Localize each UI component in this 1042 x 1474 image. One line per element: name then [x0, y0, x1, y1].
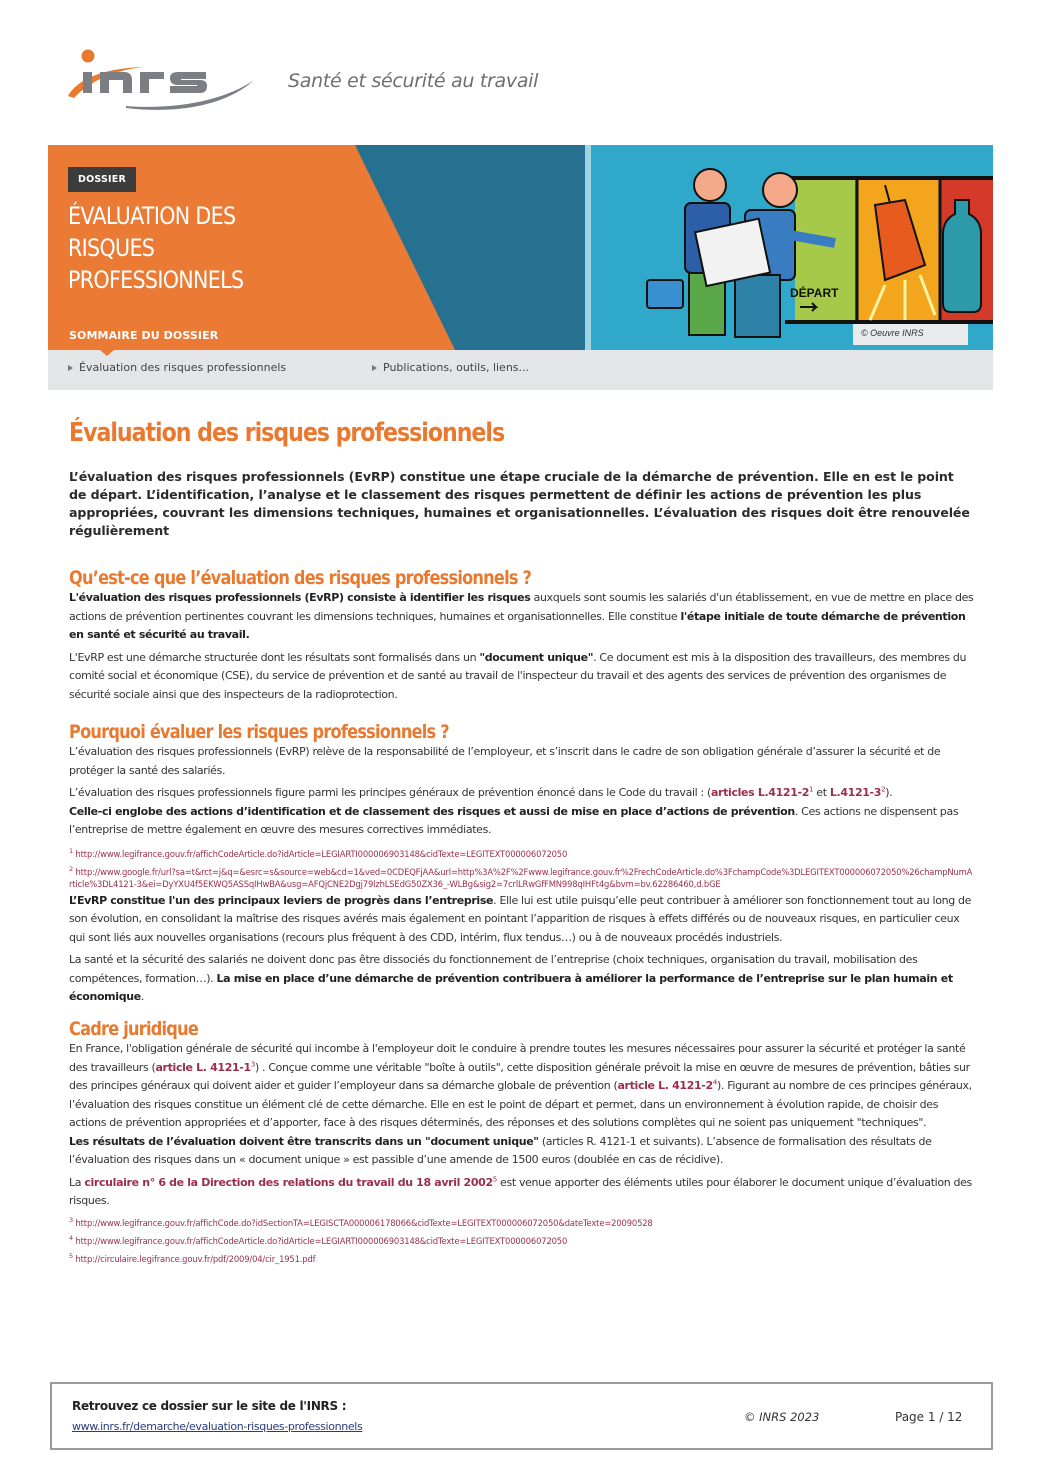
- paragraph: [69, 1174, 974, 1211]
- text: . Elle lui est utile puisqu’elle peut contribuer à améliorer son fonctionnement tout au long de son évolution, en consolidant la maîtrise des risques avérés mais également en pointant l’apparition de risques à effets différés ou de nouveaux risques, en particulier ceux qui sont liés aux nouvelles organisations (recours plus fréquent à des CDD, intérim, flux tendus…) ou à de nouveaux procédés industriels.: [69, 893, 972, 944]
- inrs-logo: [66, 48, 256, 112]
- article-link[interactable]: L.4121-3: [829, 786, 882, 799]
- inrs-logo-graphic: [66, 48, 256, 112]
- footnote-ref[interactable]: 3: [250, 1059, 255, 1068]
- paragraph: [69, 803, 974, 840]
- nav-item-evaluation[interactable]: [68, 361, 286, 374]
- paragraph: [69, 589, 974, 645]
- dossier-title-line: RISQUES: [68, 234, 155, 262]
- text: L’évaluation des risques professionnels figure parmi les principes généraux de prévention énoncé dans le Code du travail : (: [69, 786, 711, 799]
- bold-text: La mise en place d’une démarche de prévention contribuera à améliorer la performance de l’entreprise sur le plan humain et économique: [69, 971, 953, 1003]
- dossier-title: [68, 200, 243, 296]
- dossier-badge: DOSSIER: [68, 167, 136, 192]
- footnote-ref[interactable]: 2: [881, 785, 886, 794]
- circulaire-link[interactable]: circulaire n° 6 de la Direction des relations du travail du 18 avril 2002: [84, 1175, 493, 1189]
- paragraph: [69, 951, 974, 1007]
- paragraph: [69, 649, 974, 705]
- nav-item-label: Évaluation des risques professionnels: [79, 361, 287, 374]
- text: . Ce document est mis à la disposition des travailleurs, des membres du comité social et économique (CSE), du service de prévention et de santé au travail de l'inspecteur du travail et des agents des services de prévention des organismes de sécurité sociale ainsi que des inspecteurs de la radioprotection.: [69, 650, 967, 701]
- section-heading: Qu’est-ce que l’évaluation des risques professionnels ?: [69, 567, 532, 589]
- footnote-number: 5: [69, 1251, 73, 1260]
- paragraph: [69, 1040, 974, 1133]
- bold-text: "document unique": [479, 650, 594, 664]
- image-credit: © Oeuvre INRS: [853, 324, 968, 345]
- text: ) . Conçue comme une véritable "boîte à outils", cette disposition générale prévoit la mise en œuvre de mesures de prévention, bâties sur des principes généraux qui doivent aider et guider l’employeur dans sa démarche globale de prévention (: [69, 1060, 970, 1092]
- footnote-number: 3: [69, 1215, 73, 1224]
- footnote: [69, 1235, 974, 1247]
- illustration-depart-text: DÉPART: [790, 286, 839, 300]
- paragraph: [69, 1133, 974, 1170]
- svg-text:inrs: inrs: [66, 48, 68, 49]
- section-legal-framework: [69, 1018, 974, 1271]
- article-link[interactable]: articles L.4121-2: [710, 786, 810, 799]
- text: ).: [885, 786, 893, 799]
- dossier-banner: [48, 145, 993, 350]
- page-footer: [50, 1382, 993, 1450]
- bold-text: Celle-ci englobe des actions d’identification et de classement des risques et aussi de mise en place d’actions de prévention: [69, 804, 795, 818]
- text: .: [140, 990, 144, 1003]
- footnote-link[interactable]: http://www.legifrance.gouv.fr/affichCodeArticle.do?idArticle=LEGIARTI000006903148&cidTexte=LEGITEXT000006072050: [75, 1235, 568, 1246]
- footnote-link[interactable]: http://www.google.fr/url?sa=t&rct=j&q=&esrc=s&source=web&cd=1&ved=0CDEQFjAA&url=http%3A%2F%2Fwww.legifrance.gouv.fr%2FrechCodeArticle.do%3FchampCode%3DLEGITEXT000006072050%26champNumArticle%3DL4121-3&ei=DyYXU4f5EKWQ5ASSqIHwBA&usg=AFQjCNE2Dgj79lzhLSEdG50ZX36_-WLBg&sig2=7crlLRwGfFMN998qIHFt4g&bvm=bv.62286460,d.bGE: [69, 866, 973, 889]
- footnote: [69, 848, 974, 860]
- footer-label: Retrouvez ce dossier sur le site de l'INRS :: [72, 1399, 347, 1413]
- text: et: [813, 786, 830, 799]
- text: est venue apporter des éléments utiles pour élaborer le document unique d’évaluation des risques.: [69, 1175, 972, 1207]
- sommaire-label: SOMMAIRE DU DOSSIER: [69, 329, 219, 342]
- footnote-link[interactable]: http://circulaire.legifrance.gouv.fr/pdf/2009/04/cir_1951.pdf: [75, 1253, 316, 1264]
- footnote: [69, 1253, 974, 1265]
- footnote-number: 4: [69, 1233, 73, 1242]
- triangle-right-icon: [372, 365, 377, 371]
- footnote: [69, 866, 974, 890]
- article-link[interactable]: article L. 4121-2: [617, 1079, 713, 1092]
- footnote-number: 1: [69, 846, 73, 855]
- copyright: © INRS 2023: [744, 1410, 820, 1424]
- active-pointer: [100, 350, 114, 356]
- footer-dossier-link[interactable]: www.inrs.fr/demarche/evaluation-risques-professionnels: [72, 1420, 363, 1433]
- text: (articles R. 4121-1 et suivants). L’absence de formalisation des résultats de l’évaluation des risques dans un « document unique » est passible d’une amende de 1500 euros (doublée en cas de récidive).: [69, 1134, 932, 1166]
- tagline: Santé et sécurité au travail: [288, 70, 539, 92]
- lead-paragraph: L’évaluation des risques professionnels (EvRP) constitue une étape cruciale de la démarche de prévention. Elle en est le point de départ. L’identification, l’analyse et le classement des risques permettent de définir les actions de prévention les plus appropriées, couvrant les dimensions techniques, humaines et organisationnelles. L’évaluation des risques doit être renouvelée régulièrement: [69, 469, 970, 538]
- nav-item-label: Publications, outils, liens...: [383, 361, 530, 374]
- paragraph: [69, 784, 974, 803]
- dossier-title-line: PROFESSIONNELS: [68, 266, 244, 294]
- bold-text: Les résultats de l’évaluation doivent être transcrits dans un "document unique": [69, 1134, 539, 1148]
- dossier-summary-nav: [48, 350, 993, 390]
- section-why: [69, 721, 974, 1011]
- dossier-title-line: ÉVALUATION DES: [68, 202, 236, 230]
- footnote-ref[interactable]: 4: [712, 1078, 717, 1087]
- bold-text: l'étape initiale de toute démarche de prévention en santé et sécurité au travail.: [69, 609, 966, 641]
- section-heading: Pourquoi évaluer les risques professionnels ?: [69, 721, 449, 743]
- footnote-link[interactable]: http://www.legifrance.gouv.fr/affichCode.do?idSectionTA=LEGISCTA000006178066&cidTexte=LEGITEXT000006072050&dateTexte=20090528: [75, 1217, 653, 1228]
- footnote-ref[interactable]: 1: [809, 785, 814, 794]
- text: ). Figurant au nombre de ces principes généraux, l’évaluation des risques constitue un élément clé de cette démarche. Elle en est le point de départ et permet, dans un environnement à évolution rapide, de choisir des actions de prévention appropriées et d’apporter, face à des risques déterminés, des réponses et des solutions complètes qui ne soient pas uniquement "techniques".: [69, 1079, 972, 1129]
- section-what-is: [69, 567, 974, 708]
- paragraph: [69, 892, 974, 948]
- text: En France, l'obligation générale de sécurité qui incombe à l'employeur doit le conduire à prendre toutes les mesures nécessaires pour assurer la sécurité et protéger la santé des travailleurs (: [69, 1042, 966, 1074]
- bold-text: L'évaluation des risques professionnels (EvRP) consiste à identifier les risques: [69, 591, 531, 604]
- footnote-ref[interactable]: 5: [492, 1174, 497, 1183]
- triangle-right-icon: [68, 365, 73, 371]
- nav-item-publications[interactable]: [372, 361, 529, 374]
- footnote-link[interactable]: http://www.legifrance.gouv.fr/affichCodeArticle.do?idArticle=LEGIARTI000006903148&cidTexte=LEGITEXT000006072050: [75, 848, 568, 859]
- illustration-image: [585, 145, 993, 350]
- text: L'EvRP est une démarche structurée dont les résultats sont formalisés dans un: [69, 650, 480, 664]
- paragraph: L’évaluation des risques professionnels (EvRP) relève de la responsabilité de l’employeur, et s’inscrit dans le cadre de son obligation générale d’assurer la sécurité et de protéger la santé des salariés.: [69, 745, 941, 777]
- text: La santé et la sécurité des salariés ne doivent donc pas être dissociés du fonctionnement de l’entreprise (choix techniques, organisation du travail, mobilisation des compétences, formation…).: [69, 953, 918, 985]
- page-title: Évaluation des risques professionnels: [69, 418, 505, 448]
- text: auxquels sont soumis les salariés d'un établissement, en vue de mettre en place des actions de prévention pertinentes couvrant les dimensions techniques, humaines et organisationnelles. Elle constitue: [69, 591, 974, 623]
- text: La: [69, 1175, 85, 1189]
- article-link[interactable]: article L. 4121-1: [155, 1060, 251, 1074]
- main-content: [69, 418, 974, 540]
- text: . Ces actions ne dispensent pas l’entreprise de mettre également en œuvre des mesures correctives immédiates.: [69, 804, 959, 836]
- bold-text: L’EvRP constitue l'un des principaux leviers de progrès dans l’entreprise: [69, 893, 494, 907]
- section-heading: Cadre juridique: [69, 1018, 199, 1040]
- page-number: Page 1 / 12: [895, 1410, 963, 1424]
- footnote: [69, 1217, 974, 1229]
- footnote-number: 2: [69, 864, 73, 873]
